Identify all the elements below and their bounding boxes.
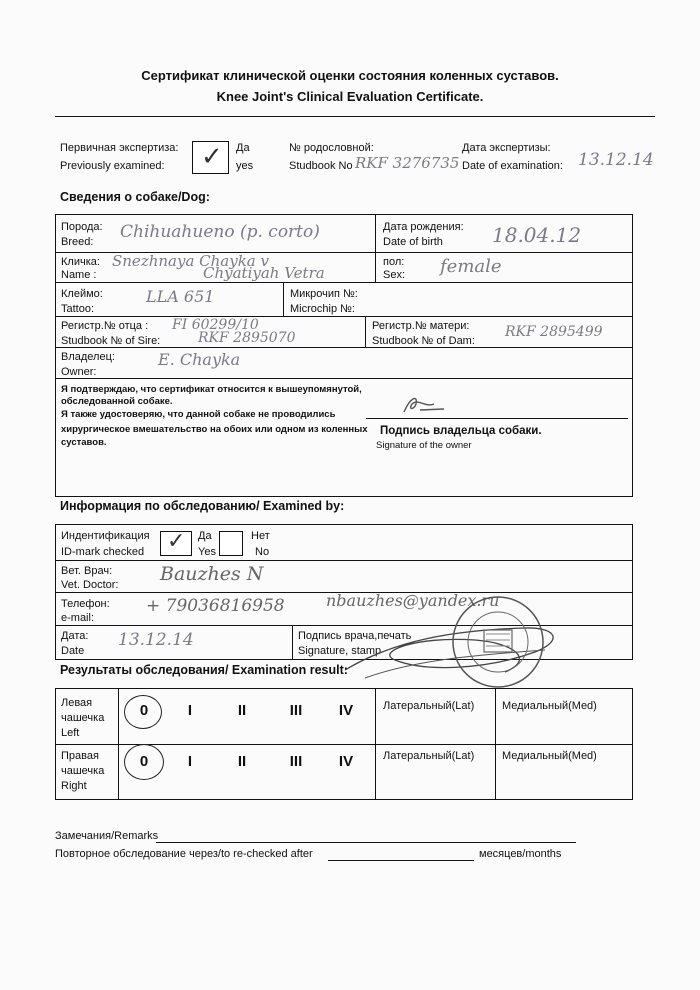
previously-examined-en: Previously examined: bbox=[60, 160, 165, 172]
tattoo-value: LLA 651 bbox=[146, 287, 215, 306]
vet-value: Bauzhes N bbox=[160, 563, 264, 585]
left-med-label: Медиальный(Med) bbox=[502, 700, 597, 712]
tattoo-en: Tattoo: bbox=[61, 303, 95, 315]
right-grade-iv[interactable]: IV bbox=[338, 753, 354, 770]
id-yes-ru: Да bbox=[198, 530, 212, 542]
sire-value-line1: FI 60299/10 bbox=[172, 317, 259, 333]
title-en: Knee Joint's Clinical Evaluation Certificate. bbox=[216, 89, 484, 104]
row-divider bbox=[55, 378, 633, 379]
right-grade-iii[interactable]: III bbox=[289, 753, 303, 770]
col-divider bbox=[375, 252, 376, 282]
row-divider bbox=[55, 560, 633, 561]
col-divider bbox=[365, 316, 366, 347]
vet-signature-ru: Подпись врача,печать bbox=[298, 630, 412, 642]
confirm-line-4: хирургическое вмешательство на обоих или одном из коленных bbox=[61, 424, 368, 435]
right-grade-ii[interactable]: II bbox=[237, 753, 247, 770]
title-ru: Сертификат клинической оценки состояния коленных суставов. bbox=[141, 68, 559, 83]
left-label-3: Left bbox=[61, 727, 80, 739]
dam-ru: Регистр.№ матери: bbox=[372, 320, 470, 332]
header-divider bbox=[55, 116, 655, 117]
row-divider bbox=[55, 316, 633, 317]
right-label-1: Правая bbox=[61, 750, 99, 762]
exam-date-en: Date of examination: bbox=[462, 160, 563, 172]
email-en: e-mail: bbox=[61, 612, 95, 624]
id-mark-en: ID-mark checked bbox=[61, 546, 145, 558]
previously-examined-ru: Первичная экспертиза: bbox=[60, 142, 179, 154]
left-lat-label: Латеральный(Lat) bbox=[383, 700, 475, 712]
exam-date-ru-2: Дата: bbox=[61, 630, 89, 642]
col-divider bbox=[292, 625, 293, 660]
breed-en: Breed: bbox=[61, 236, 94, 248]
dog-section-heading: Сведения о собаке/Dog: bbox=[60, 190, 210, 204]
left-grade-i[interactable]: I bbox=[187, 702, 193, 719]
breed-ru: Порода: bbox=[61, 221, 103, 233]
studbook-ru: № родословной: bbox=[289, 142, 374, 154]
dob-en: Date of birth bbox=[383, 236, 443, 248]
right-lat-label: Латеральный(Lat) bbox=[383, 750, 475, 762]
owner-en: Owner: bbox=[61, 366, 97, 378]
id-mark-yes-checkbox[interactable] bbox=[160, 531, 192, 556]
left-grade-iii[interactable]: III bbox=[289, 702, 303, 719]
col-divider bbox=[375, 214, 376, 252]
sex-value: female bbox=[440, 256, 502, 277]
right-label-2: чашечка bbox=[61, 765, 105, 777]
remarks-label: Замечания/Remarks bbox=[55, 830, 159, 842]
col-divider bbox=[283, 282, 284, 316]
id-mark-no-checkbox[interactable] bbox=[219, 531, 243, 556]
id-yes-en: Yes bbox=[198, 546, 216, 558]
owner-signature-ru: Подпись владельца собаки. bbox=[380, 425, 542, 437]
dam-en: Studbook № of Dam: bbox=[372, 335, 475, 347]
owner-signature-icon bbox=[400, 390, 450, 418]
previously-examined-checkbox[interactable] bbox=[192, 141, 229, 174]
recheck-label: Повторное обследование через/to re-checked after bbox=[55, 848, 313, 860]
col-divider bbox=[495, 688, 496, 800]
sire-ru: Регистр.№ отца : bbox=[61, 320, 149, 332]
owner-ru: Владелец: bbox=[61, 351, 115, 363]
vet-en: Vet. Doctor: bbox=[61, 579, 119, 591]
microchip-ru: Микрочип №: bbox=[290, 288, 358, 300]
id-no-en: No bbox=[255, 546, 270, 558]
col-divider bbox=[118, 688, 119, 800]
left-label-1: Левая bbox=[61, 697, 93, 709]
name-value-line1: Snezhnaya Chayka v bbox=[112, 252, 269, 270]
col-divider bbox=[375, 688, 376, 800]
name-ru: Кличка: bbox=[61, 256, 100, 268]
right-label-3: Right bbox=[61, 780, 87, 792]
phone-ru: Телефон: bbox=[61, 598, 110, 610]
confirm-line-5: суставов. bbox=[61, 437, 107, 448]
confirm-line-2: обследованной собаке. bbox=[61, 396, 173, 407]
row-divider bbox=[55, 282, 633, 283]
dob-value: 18.04.12 bbox=[492, 223, 582, 247]
vet-signature-en: Signature, stamp bbox=[298, 645, 382, 657]
left-label-2: чашечка bbox=[61, 712, 105, 724]
microchip-en: Microchip №: bbox=[290, 303, 355, 315]
remarks-line[interactable] bbox=[156, 842, 576, 843]
exam-date-ru: Дата экспертизы: bbox=[462, 142, 551, 154]
sire-en: Studbook № of Sire: bbox=[61, 335, 161, 347]
owner-signature-en: Signature of the owner bbox=[376, 440, 472, 451]
breed-value: Chihuahueno (p. corto) bbox=[120, 222, 320, 242]
results-heading: Результаты обследования/ Examination result: bbox=[60, 663, 348, 677]
confirm-line-1: Я подтверждаю, что сертификат относится к вышеупомянутой, bbox=[61, 384, 362, 395]
id-no-ru: Нет bbox=[251, 530, 270, 542]
exam-date-en-2: Date bbox=[61, 645, 85, 657]
id-mark-ru: Индентификация bbox=[61, 530, 150, 542]
studbook-en: Studbook No bbox=[289, 160, 353, 172]
exam-date-value: 13.12.14 bbox=[578, 150, 654, 170]
yes-ru: Да bbox=[236, 142, 250, 154]
recheck-months: месяцев/months bbox=[479, 848, 562, 860]
stamp-icon bbox=[448, 592, 548, 692]
right-grade-0[interactable]: 0 bbox=[139, 753, 149, 770]
examined-section-heading: Информация по обследованию/ Examined by: bbox=[60, 499, 345, 513]
yes-en: yes bbox=[236, 160, 254, 172]
tattoo-ru: Клеймо: bbox=[61, 288, 103, 300]
left-grade-iv[interactable]: IV bbox=[338, 702, 354, 719]
dob-ru: Дата рождения: bbox=[383, 221, 464, 233]
sex-en: Sex: bbox=[383, 269, 406, 281]
check-icon: ✓ bbox=[167, 529, 186, 554]
exam-date-value-2: 13.12.14 bbox=[118, 630, 194, 650]
owner-value: E. Chayka bbox=[158, 350, 241, 369]
right-grade-i[interactable]: I bbox=[187, 753, 193, 770]
vet-ru: Вет. Врач: bbox=[61, 565, 113, 577]
right-med-label: Медиальный(Med) bbox=[502, 750, 597, 762]
email-value: nbauzhes@yandex.ru bbox=[326, 591, 500, 610]
name-value-line2: Chyatiyah Vetra bbox=[203, 264, 325, 282]
studbook-value: RKF 3276735 bbox=[355, 154, 460, 172]
left-grade-0[interactable]: 0 bbox=[139, 702, 149, 719]
check-icon: ✓ bbox=[201, 142, 223, 172]
owner-signature-line bbox=[366, 418, 628, 419]
recheck-line[interactable] bbox=[328, 860, 474, 861]
phone-value: + 79036816958 bbox=[146, 596, 285, 616]
left-grade-ii[interactable]: II bbox=[237, 702, 247, 719]
sire-value-line2: RKF 2895070 bbox=[198, 330, 296, 346]
sex-ru: пол: bbox=[383, 256, 405, 268]
dam-value: RKF 2895499 bbox=[505, 324, 603, 340]
confirm-line-3: Я также удостоверяю, что данной собаке не проводились bbox=[61, 409, 336, 420]
name-en: Name : bbox=[61, 269, 97, 281]
